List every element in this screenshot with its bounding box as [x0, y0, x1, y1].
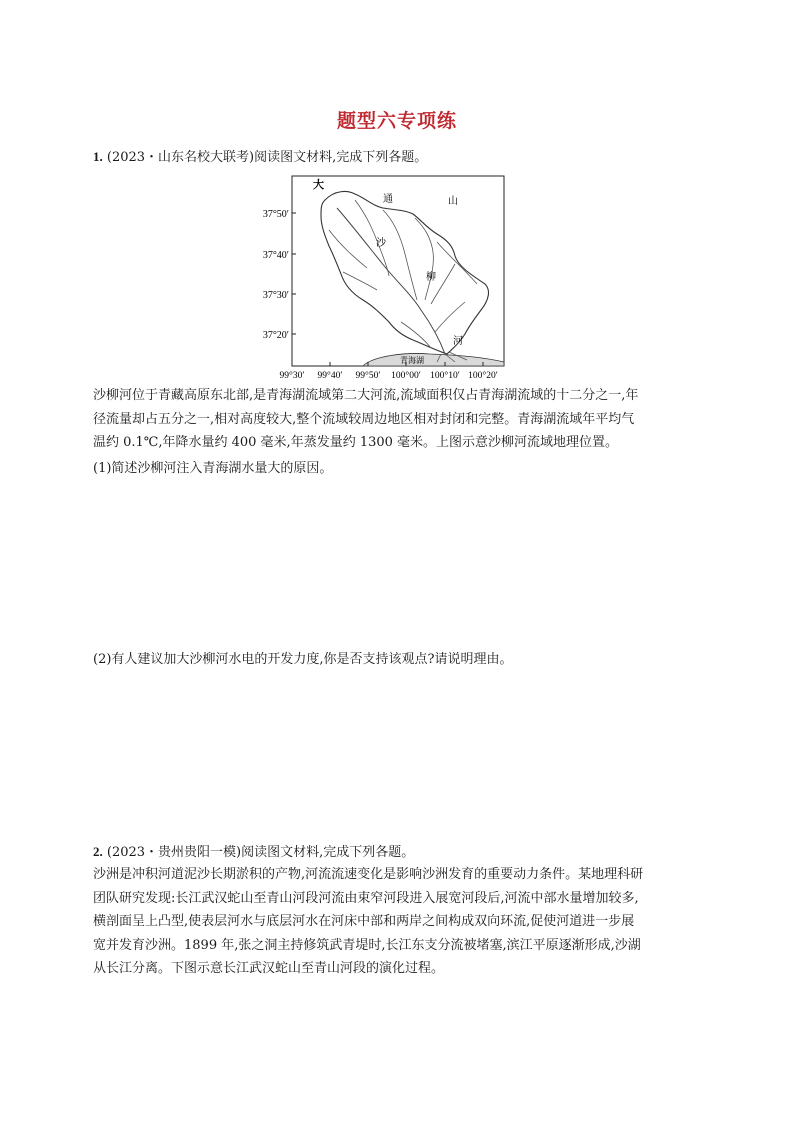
label-da: 大: [313, 179, 324, 191]
lat-label: 37°50′: [262, 209, 289, 220]
material-line: 宽并发育沙洲。1899 年,张之洞主持修筑武青堤时,长江东支分流被堵塞,滨江平原逐渐形成,沙湖: [93, 937, 641, 953]
label-liu: 柳: [426, 272, 436, 283]
material-line: 沙柳河位于青藏高原东北部,是青海湖流域第二大河流,流域面积仅占青海湖流域的十二分之一,年: [93, 388, 639, 403]
question-1-prompt: 阅读图文材料,完成下列各题。: [254, 150, 428, 165]
question-2-source: (2023・贵州贵阳一模): [106, 845, 242, 860]
material-line: 径流量却占五分之一,相对高度较大,整个流域较周边地区相对封闭和完整。青海湖流域年平均气: [93, 411, 635, 427]
question-1-material: [93, 384, 703, 455]
question-1-number: 1.: [93, 149, 103, 164]
lon-label: 99°50′: [355, 371, 381, 381]
material-line: 沙洲是冲积河道泥沙长期淤积的产物,河流流速变化是影响沙洲发育的重要动力条件。某地理科研: [93, 867, 644, 882]
label-tong: 通: [383, 194, 393, 205]
lat-label: 37°40′: [262, 250, 289, 261]
question-2-number: 2.: [93, 844, 103, 859]
lon-label: 99°30′: [279, 371, 305, 381]
material-line: 温约 0.1℃,年降水量约 400 毫米,年蒸发量约 1300 毫米。上图示意沙柳河流域地理位置。: [93, 435, 619, 450]
label-sha: 沙: [376, 238, 386, 249]
basin-boundary: [321, 192, 488, 354]
material-line: 团队研究发现:长江武汉蛇山至青山河段河流由束窄河段进入展宽河段后,河流中部水量增加较多,: [93, 890, 639, 906]
question-2-header: [93, 842, 414, 863]
question-2-prompt: 阅读图文材料,完成下列各题。: [241, 845, 415, 860]
label-shan: 山: [448, 196, 458, 207]
material-line: 从长江分离。下图示意长江武汉蛇山至青山河段的演化过程。: [93, 961, 445, 976]
shaliu-river-map: [255, 172, 545, 382]
question-1-sub-2: (2)有人建议加大沙柳河水电的开发力度,你是否支持该观点?请说明理由。: [93, 652, 513, 667]
question-2-material: [93, 863, 703, 981]
label-he: 河: [453, 336, 463, 347]
lat-label: 37°20′: [262, 330, 289, 341]
lon-label: 100°00′: [391, 371, 421, 381]
page-title: 题型六专项练: [336, 110, 457, 132]
lon-label: 100°10′: [430, 371, 460, 381]
question-1-header: [93, 147, 427, 168]
material-line: 横剖面呈上凸型,使表层河水与底层河水在河床中部和两岸之间构成双向环流,促使河道进一步展: [93, 914, 635, 929]
question-1-source: (2023・山东名校大联考): [106, 150, 255, 165]
question-1-sub-1: (1)简述沙柳河注入青海湖水量大的原因。: [93, 461, 333, 476]
lat-label: 37°30′: [262, 290, 289, 301]
label-qinghai-lake: 青海湖: [400, 356, 424, 365]
lon-label: 99°40′: [317, 371, 343, 381]
lon-label: 100°20′: [468, 371, 498, 381]
